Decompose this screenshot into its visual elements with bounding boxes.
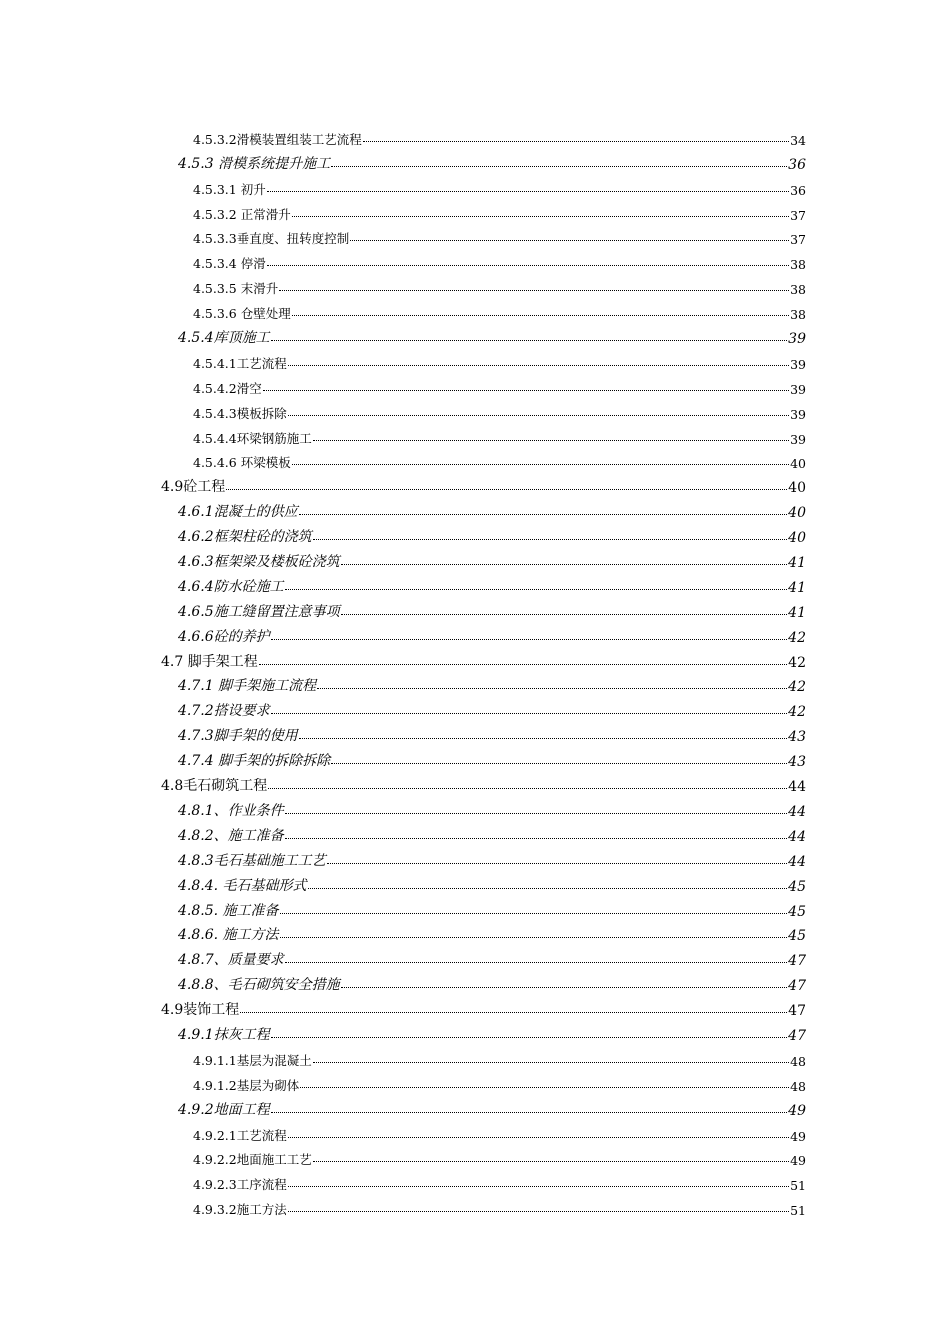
toc-entry[interactable]	[0, 845, 806, 870]
toc-entry-title: 4.9.1抹灰工程	[178, 1026, 270, 1043]
dot-leader	[271, 713, 788, 714]
toc-entry-page: 37	[790, 232, 806, 248]
toc-entry-page: 51	[790, 1178, 806, 1194]
toc-entry-page: 41	[788, 579, 806, 596]
toc-entry[interactable]	[0, 1144, 806, 1169]
toc-entry-title: 4.9.2地面工程	[178, 1101, 270, 1118]
dot-leader	[341, 614, 788, 615]
toc-entry-title: 4.5.4.1工艺流程	[193, 355, 287, 371]
toc-entry[interactable]	[0, 1044, 806, 1069]
toc-entry[interactable]	[0, 1168, 806, 1193]
toc-entry[interactable]	[0, 770, 806, 795]
toc-entry[interactable]	[0, 471, 806, 496]
dot-leader	[313, 539, 788, 540]
dot-leader	[271, 639, 788, 640]
toc-entry-page: 48	[790, 1053, 806, 1069]
toc-entry[interactable]	[0, 422, 806, 447]
dot-leader	[292, 464, 789, 465]
toc-entry-page: 43	[788, 729, 806, 746]
toc-entry-page: 38	[790, 282, 806, 298]
toc-entry-title: 4.5.3.5 末滑升	[193, 281, 279, 297]
toc-entry-page: 45	[788, 878, 806, 895]
dot-leader	[271, 1037, 788, 1038]
dot-leader	[285, 589, 788, 590]
dot-leader	[288, 1211, 789, 1212]
toc-entry-title: 4.6.4防水砼施工	[178, 578, 284, 595]
toc-entry-title: 4.9.1.2基层为砌体	[193, 1077, 300, 1093]
toc-entry-title: 4.5.3.2滑模装置组装工艺流程	[193, 131, 362, 147]
toc-entry-title: 4.6.1混凝土的供应	[178, 504, 298, 521]
toc-entry-page: 36	[790, 182, 806, 198]
toc-entry-title: 4.9.2.3工序流程	[193, 1177, 287, 1193]
toc-entry-title: 4.5.4.2滑空	[193, 380, 262, 396]
toc-entry-title: 4.9砼工程	[161, 479, 226, 496]
toc-entry-page: 42	[788, 679, 806, 696]
dot-leader	[279, 290, 789, 291]
toc-entry[interactable]	[0, 1094, 806, 1119]
toc-entry-title: 4.8.4. 毛石基础形式	[178, 877, 307, 894]
toc-entry[interactable]	[0, 297, 806, 322]
toc-entry-page: 45	[788, 928, 806, 945]
toc-entry-title: 4.6.5施工缝留置注意事项	[178, 603, 340, 620]
toc-entry-title: 4.8毛石砌筑工程	[161, 778, 268, 795]
dot-leader	[280, 913, 788, 914]
dot-leader	[285, 838, 788, 839]
toc-entry-title: 4.6.3框架梁及楼板砼浇筑	[178, 554, 340, 571]
dot-leader	[300, 1087, 789, 1088]
toc-entry-title: 4.5.3.2 正常滑升	[193, 206, 291, 222]
toc-entry[interactable]	[0, 1193, 806, 1218]
toc-entry-page: 41	[788, 604, 806, 621]
dot-leader	[271, 340, 788, 341]
toc-entry-title: 4.7.4 脚手架的拆除拆除	[178, 753, 331, 770]
toc-entry[interactable]	[0, 745, 806, 770]
toc-entry-page: 42	[788, 629, 806, 646]
toc-entry-title: 4.7.1 脚手架施工流程	[178, 678, 317, 695]
dot-leader	[341, 564, 788, 565]
dot-leader	[327, 863, 788, 864]
toc-entry[interactable]	[0, 198, 806, 223]
toc-entry-title: 4.5.3.3垂直度、扭转度控制	[193, 231, 350, 247]
toc-entry-page: 37	[790, 207, 806, 223]
dot-leader	[259, 664, 787, 665]
dot-leader	[268, 788, 787, 789]
toc-entry[interactable]	[0, 895, 806, 920]
toc-entry-title: 4.5.3.1 初升	[193, 181, 266, 197]
dot-leader	[240, 1012, 787, 1013]
toc-entry[interactable]	[0, 173, 806, 198]
toc-entry[interactable]	[0, 920, 806, 945]
dot-leader	[226, 489, 787, 490]
toc-entry-title: 4.8.1、作业条件	[178, 802, 284, 819]
toc-entry-title: 4.8.7、质量要求	[178, 952, 284, 969]
dot-leader	[363, 141, 789, 142]
dot-leader	[341, 987, 788, 988]
toc-entry[interactable]	[0, 1119, 806, 1144]
toc-entry[interactable]	[0, 447, 806, 472]
toc-entry-title: 4.9.2.2地面施工工艺	[193, 1152, 312, 1168]
toc-entry[interactable]	[0, 223, 806, 248]
toc-entry[interactable]	[0, 123, 806, 148]
dot-leader	[331, 166, 787, 167]
toc-entry[interactable]	[0, 372, 806, 397]
toc-entry-page: 44	[788, 803, 806, 820]
dot-leader	[288, 1137, 789, 1138]
toc-entry-title: 4.5.4.3模板拆除	[193, 405, 287, 421]
toc-entry[interactable]	[0, 621, 806, 646]
dot-leader	[280, 937, 788, 938]
toc-entry-page: 38	[790, 257, 806, 273]
toc-entry-page: 48	[790, 1078, 806, 1094]
toc-entry[interactable]	[0, 546, 806, 571]
toc-entry-title: 4.8.6. 施工方法	[178, 927, 279, 944]
toc-entry[interactable]	[0, 994, 806, 1019]
toc-entry-page: 47	[788, 953, 806, 970]
dot-leader	[263, 390, 789, 391]
dot-leader	[292, 216, 789, 217]
toc-entry-page: 40	[788, 530, 806, 547]
toc-entry-page: 40	[788, 480, 806, 497]
dot-leader	[299, 738, 788, 739]
toc-entry[interactable]	[0, 870, 806, 895]
toc-entry-title: 4.9装饰工程	[161, 1002, 240, 1019]
toc-entry-title: 4.6.2框架柱砼的浇筑	[178, 529, 312, 546]
table-of-contents	[0, 123, 950, 1218]
toc-entry-title: 4.8.2、施工准备	[178, 827, 284, 844]
toc-entry-title: 4.5.3.6 仓壁处理	[193, 306, 291, 322]
dot-leader	[308, 888, 788, 889]
toc-entry[interactable]	[0, 1069, 806, 1094]
dot-leader	[285, 813, 788, 814]
toc-entry-page: 47	[788, 1003, 806, 1020]
dot-leader	[267, 191, 789, 192]
dot-leader	[317, 688, 787, 689]
toc-entry-page: 39	[790, 381, 806, 397]
toc-entry-title: 4.5.3 滑模系统提升施工	[178, 155, 331, 172]
toc-entry-page: 36	[788, 156, 806, 173]
toc-entry-page: 44	[788, 828, 806, 845]
toc-entry[interactable]	[0, 347, 806, 372]
toc-entry-title: 4.8.8、毛石砌筑安全措施	[178, 977, 340, 994]
toc-entry-page: 47	[788, 1027, 806, 1044]
toc-entry-page: 49	[790, 1128, 806, 1144]
toc-entry-page: 41	[788, 555, 806, 572]
toc-entry-page: 40	[788, 505, 806, 522]
toc-entry-title: 4.9.1.1基层为混凝土	[193, 1052, 312, 1068]
dot-leader	[313, 1161, 789, 1162]
dot-leader	[288, 365, 789, 366]
toc-entry[interactable]	[0, 795, 806, 820]
toc-entry[interactable]	[0, 521, 806, 546]
toc-entry-page: 42	[788, 654, 806, 671]
toc-entry-title: 4.7 脚手架工程	[161, 653, 258, 670]
toc-entry[interactable]	[0, 322, 806, 347]
dot-leader	[313, 440, 789, 441]
toc-entry[interactable]	[0, 272, 806, 297]
toc-entry[interactable]	[0, 596, 806, 621]
toc-entry[interactable]	[0, 944, 806, 969]
toc-entry-title: 4.8.3毛石基础施工工艺	[178, 852, 326, 869]
toc-entry-title: 4.9.2.1工艺流程	[193, 1127, 287, 1143]
toc-entry-page: 40	[790, 456, 806, 472]
toc-entry-title: 4.5.4.6 环梁模板	[193, 455, 291, 471]
toc-entry[interactable]	[0, 496, 806, 521]
toc-entry[interactable]	[0, 720, 806, 745]
toc-entry[interactable]	[0, 969, 806, 994]
toc-entry-page: 44	[788, 853, 806, 870]
toc-entry-title: 4.9.3.2施工方法	[193, 1202, 287, 1218]
toc-entry-title: 4.8.5. 施工准备	[178, 902, 279, 919]
toc-entry-page: 39	[788, 331, 806, 348]
toc-entry-title: 4.7.3脚手架的使用	[178, 728, 298, 745]
toc-entry[interactable]	[0, 646, 806, 671]
toc-entry[interactable]	[0, 397, 806, 422]
toc-entry[interactable]	[0, 1019, 806, 1044]
dot-leader	[267, 265, 789, 266]
toc-entry[interactable]	[0, 695, 806, 720]
toc-entry-page: 49	[788, 1102, 806, 1119]
toc-entry-page: 39	[790, 406, 806, 422]
toc-entry[interactable]	[0, 571, 806, 596]
toc-entry[interactable]	[0, 671, 806, 696]
dot-leader	[288, 1186, 789, 1187]
dot-leader	[350, 240, 789, 241]
toc-entry-page: 34	[790, 132, 806, 148]
toc-entry-page: 45	[788, 903, 806, 920]
toc-entry-page: 39	[790, 431, 806, 447]
dot-leader	[313, 1062, 789, 1063]
toc-entry-title: 4.7.2搭设要求	[178, 703, 270, 720]
dot-leader	[292, 315, 789, 316]
toc-entry-page: 39	[790, 356, 806, 372]
dot-leader	[271, 1112, 788, 1113]
toc-entry-page: 51	[790, 1203, 806, 1219]
toc-entry-page: 38	[790, 307, 806, 323]
toc-entry-title: 4.5.4.4环梁钢筋施工	[193, 430, 312, 446]
toc-entry[interactable]	[0, 820, 806, 845]
toc-entry[interactable]	[0, 247, 806, 272]
toc-entry-page: 49	[790, 1153, 806, 1169]
toc-entry-title: 4.6.6砼的养护	[178, 628, 270, 645]
toc-entry[interactable]	[0, 148, 806, 173]
toc-entry-page: 47	[788, 978, 806, 995]
toc-entry-title: 4.5.3.4 停滑	[193, 256, 266, 272]
toc-entry-page: 44	[788, 779, 806, 796]
dot-leader	[288, 415, 789, 416]
toc-entry-title: 4.5.4库顶施工	[178, 330, 270, 347]
toc-entry-page: 43	[788, 754, 806, 771]
toc-entry-page: 42	[788, 704, 806, 721]
dot-leader	[299, 514, 788, 515]
dot-leader	[331, 763, 787, 764]
dot-leader	[285, 962, 788, 963]
